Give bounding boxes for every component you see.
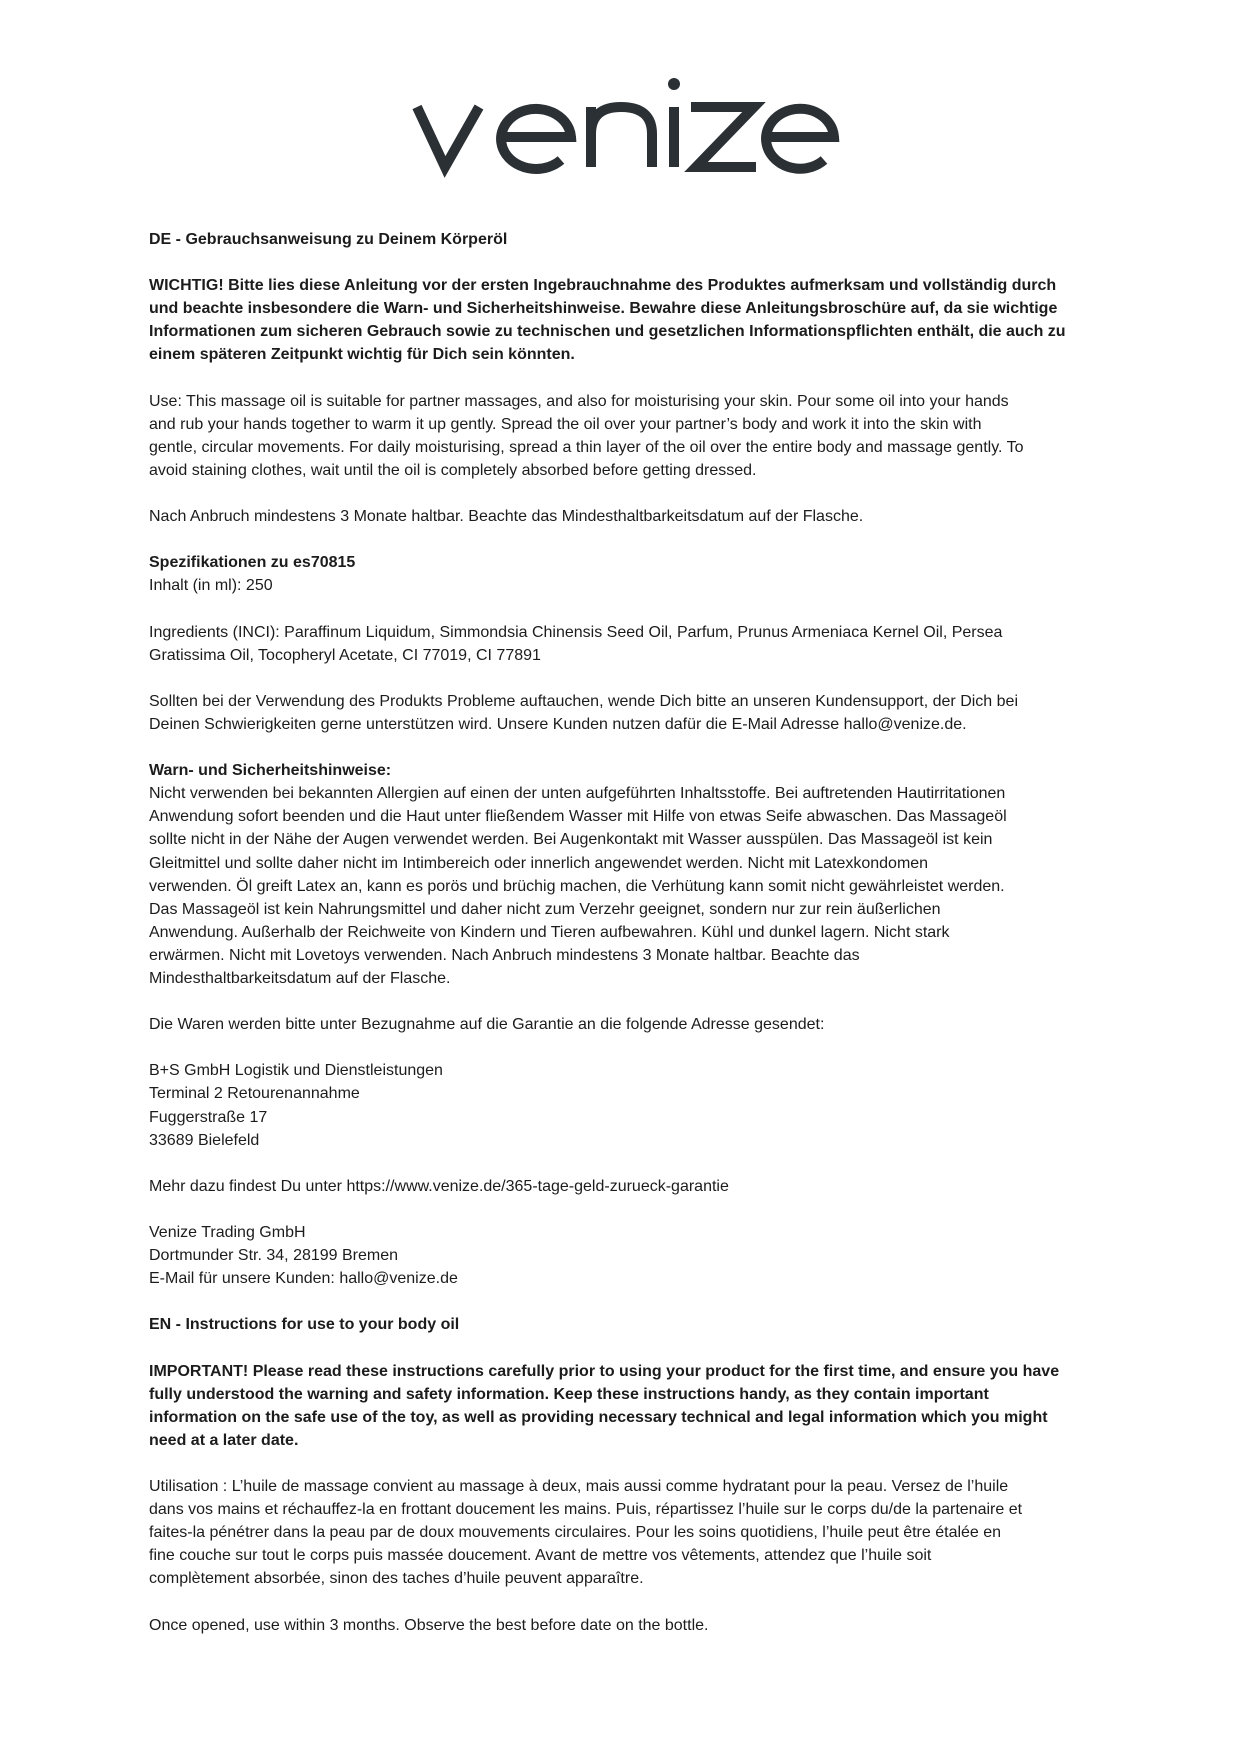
de-warnings-text-line: Nicht verwenden bei bekannten Allergien auf einen der unten aufgeführten Inhaltsstoffe. Bei auftretenden Hautirritationen [149,785,1006,803]
de-important-notice-line: einem späteren Zeitpunkt wichtig für Dich sein könnten. [149,346,575,364]
de-return-address-line: Terminal 2 Retourenannahme [149,1085,360,1103]
en-important-notice-line: IMPORTANT! Please read these instructions carefully prior to using your product for the first time, and ensure you have [149,1362,1060,1380]
de-company-contact [149,1221,1209,1290]
de-specifications-heading: Spezifikationen zu es70815 [149,554,356,572]
en-usage-instructions-line: complètement absorbée, sinon des taches d’huile peuvent apparaître. [149,1570,644,1588]
en-usage-instructions [149,1475,1209,1590]
de-usage-instructions [149,390,1209,482]
en-usage-instructions-line: fine couche sur tout le corps puis massée doucement. Avant de mettre vos vêtements, attendez que l’huile soit [149,1547,932,1565]
de-warnings [149,759,1209,990]
de-return-address [149,1059,1209,1151]
de-company-contact-line: E-Mail für unsere Kunden: hallo@venize.de [149,1270,458,1288]
de-specifications [149,551,1209,597]
de-warnings-text-line: verwenden. Öl greift Latex an, kann es porös und brüchig machen, die Verhütung kann somit nicht gewährleistet werden. [149,877,1005,895]
logo-letter-e-2 [766,109,834,169]
de-usage-instructions-line: Use: This massage oil is suitable for partner massages, and also for moisturising your skin. Pour some oil into your hands [149,392,1009,410]
de-company-contact-line: Venize Trading GmbH [149,1224,306,1242]
de-support-info [149,690,1209,736]
de-warnings-text [149,782,1209,990]
de-support-info-line: Deinen Schwierigkeiten gerne unterstützen wird. Unsere Kunden nutzen dafür die E-Mail Adresse hallo@venize.de. [149,715,967,733]
de-warnings-text-line: Gleitmittel und sollte daher nicht im Intimbereich oder innerlich angewendet werden. Nicht mit Latexkondomen [149,854,929,872]
en-important-notice-line: need at a later date. [149,1431,299,1449]
en-usage-instructions-line: faites-la pénétrer dans la peau par de doux mouvements circulaires. Pour les soins quotidiens, l’huile peut être étalée en [149,1524,1002,1542]
de-return-address-line: Fuggerstraße 17 [149,1108,268,1126]
de-guarantee-info: Mehr dazu findest Du unter https://www.venize.de/365-tage-geld-zurueck-garantie [149,1177,729,1195]
logo-letter-i-dot [668,78,680,90]
de-usage-instructions-line: avoid staining clothes, wait until the oil is completely absorbed before getting dressed. [149,461,757,479]
de-warnings-heading: Warn- und Sicherheitshinweise: [149,762,392,780]
de-ingredients [149,621,1209,667]
de-important-notice-line: Informationen zum sicheren Gebrauch sowie zu technischen und gesetzlichen Informationspflichten enthält, die auch zu [149,323,1066,341]
en-usage-instructions-line: Utilisation : L’huile de massage convient au massage à deux, mais aussi comme hydratant pour la peau. Versez de l’huile [149,1478,1009,1496]
de-warnings-text-line: Anwendung. Außerhalb der Reichweite von Kindern und Tieren aufbewahren. Kühl und dunkel lagern. Nicht stark [149,923,950,941]
en-shelf-life: Once opened, use within 3 months. Observe the best before date on the bottle. [149,1616,709,1634]
en-important-notice-line: information on the safe use of the toy, as well as providing necessary technical and legal information which you might [149,1408,1048,1426]
de-return-address-line: B+S GmbH Logistik und Dienstleistungen [149,1062,443,1080]
de-return-note: Die Waren werden bitte unter Bezugnahme auf die Garantie an die folgende Adresse gesendet: [149,1016,825,1034]
logo-letter-z [691,107,756,167]
document-body [149,228,1209,1660]
de-return-address-line: 33689 Bielefeld [149,1131,260,1149]
en-title: EN - Instructions for use to your body oil [149,1316,460,1334]
de-company-contact-line: Dortmunder Str. 34, 28199 Bremen [149,1247,399,1265]
de-ingredients-line: Gratissima Oil, Tocopheryl Acetate, CI 77019, CI 77891 [149,646,541,664]
de-support-info-line: Sollten bei der Verwendung des Produkts Probleme auftauchen, wende Dich bitte an unseren Kundensupport, der Dich bei [149,692,1018,710]
de-important-notice-line: WICHTIG! Bitte lies diese Anleitung vor der ersten Ingebrauchnahme des Produktes aufmerksam und vollständig durch [149,277,1057,295]
de-warnings-text-line: Anwendung sofort beenden und die Haut unter fließendem Wasser mit Hilfe von etwas Seife abwaschen. Das Massageöl [149,808,1007,826]
logo-letter-v [417,107,479,167]
de-important-notice-line: und beachte insbesondere die Warn- und Sicherheitshinweise. Bewahre diese Anleitungsbroschüre auf, da sie wichtige [149,300,1058,318]
logo-letter-n [591,107,652,167]
en-usage-instructions-line: dans vos mains et réchauffez-la en frottant doucement les mains. Puis, répartissez l’huile sur le corps du/de la partenaire et [149,1501,1023,1519]
en-important-notice [149,1360,1209,1452]
de-warnings-text-line: Mindesthaltbarkeitsdatum auf der Flasche. [149,970,451,987]
logo-letter-e [501,109,571,169]
de-important-notice [149,274,1209,366]
en-important-notice-line: fully understood the warning and safety information. Keep these instructions handy, as they contain important [149,1385,989,1403]
de-shelf-life: Nach Anbruch mindestens 3 Monate haltbar. Beachte das Mindesthaltbarkeitsdatum auf der Flasche. [149,508,864,526]
de-specifications-content: Inhalt (in ml): 250 [149,577,273,595]
de-warnings-text-line: erwärmen. Nicht mit Lovetoys verwenden. Nach Anbruch mindestens 3 Monate haltbar. Beachte das [149,946,860,964]
de-ingredients-line: Ingredients (INCI): Paraffinum Liquidum, Simmondsia Chinensis Seed Oil, Parfum, Prunus Armeniaca Kernel Oil, Persea [149,623,1003,641]
de-usage-instructions-line: and rub your hands together to warm it up gently. Spread the oil over your partner’s body and work it into the skin with [149,415,982,433]
venize-logo [405,70,845,180]
de-warnings-text-line: Das Massageöl ist kein Nahrungsmittel und daher nicht zum Verzehr geeignet, sondern nur zur rein äußerlichen [149,900,941,918]
de-warnings-text-line: sollte nicht in der Nähe der Augen verwendet werden. Bei Augenkontakt mit Wasser ausspülen. Das Massageöl ist kein [149,831,993,849]
de-usage-instructions-line: gentle, circular movements. For daily moisturising, spread a thin layer of the oil over the entire body and massage gently. To [149,438,1024,456]
de-title: DE - Gebrauchsanweisung zu Deinem Körperöl [149,231,508,248]
